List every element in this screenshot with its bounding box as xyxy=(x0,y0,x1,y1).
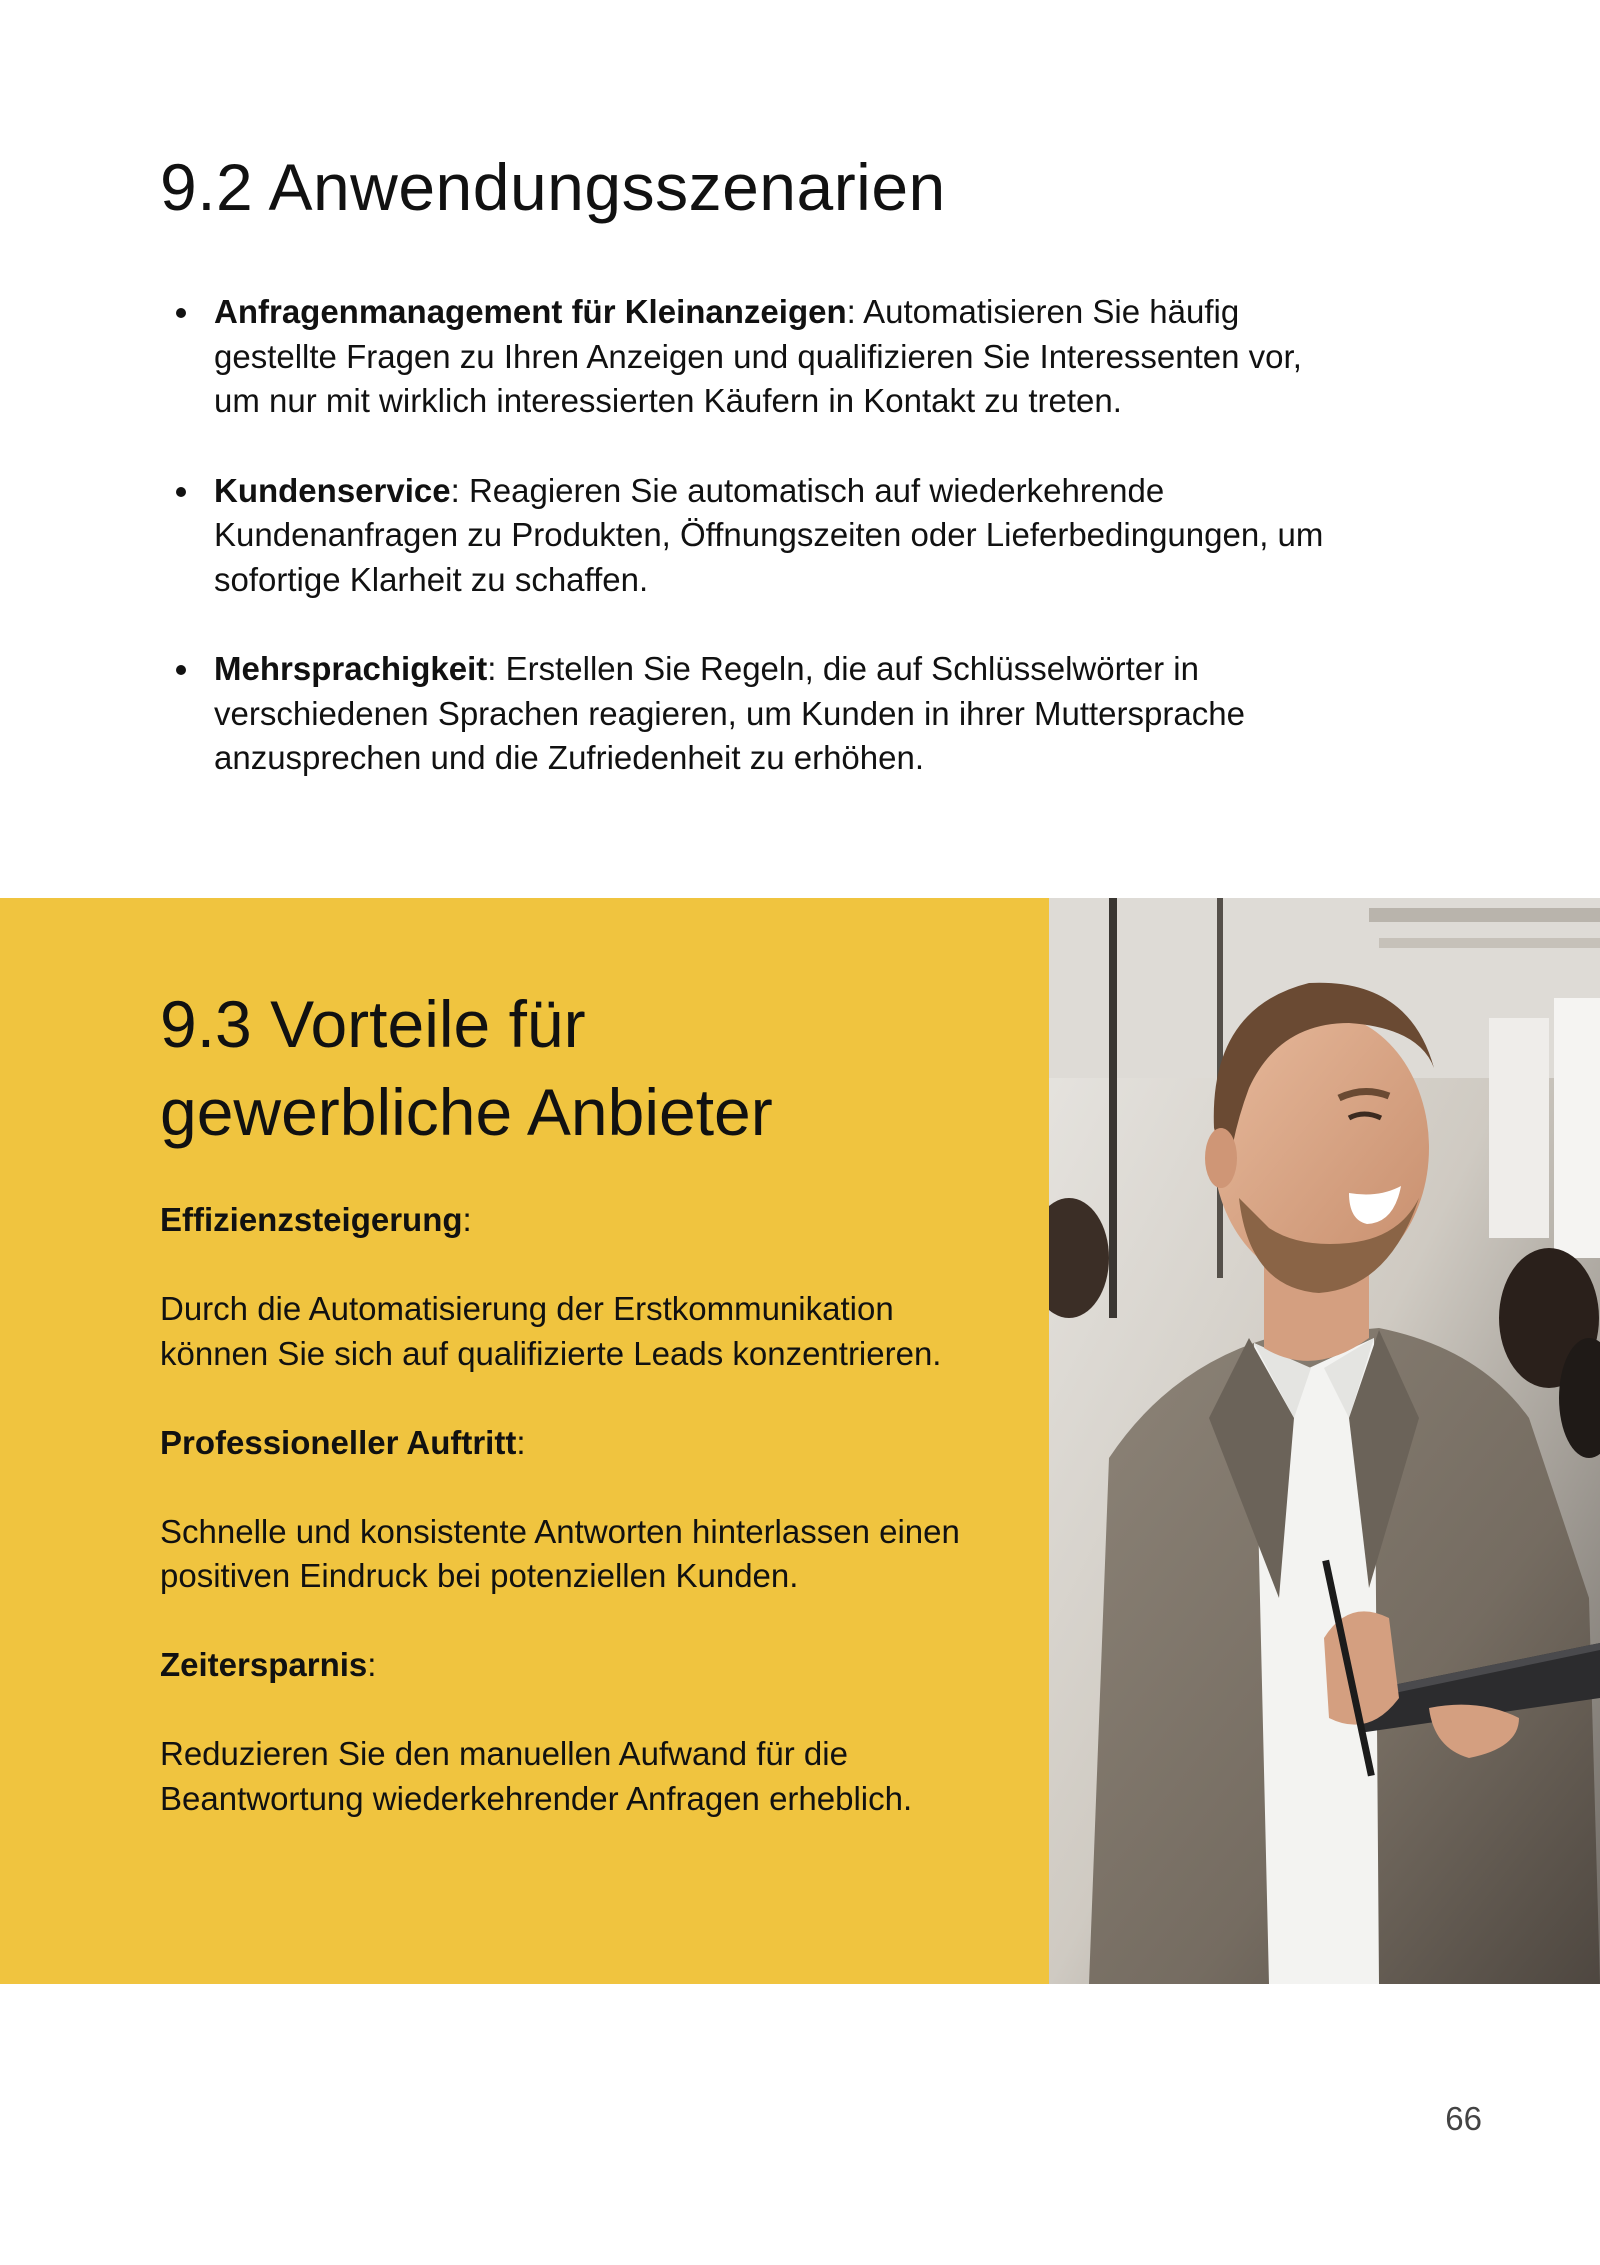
item-text: Erstellen Sie Regeln, die auf Schlüsselwörter in verschiedenen Sprachen reagieren, um Kunden in ihrer Muttersprache anzusprechen und die Zufriedenheit zu erhöhen. xyxy=(214,650,1245,776)
advantage-colon: : xyxy=(462,1201,472,1238)
bullet-icon xyxy=(176,487,186,497)
advantage-label: Effizienzsteigerung xyxy=(160,1201,463,1238)
advantage-text: Schnelle und konsistente Antworten hinterlassen einen positiven Eindruck bei potenziellen Kunden. xyxy=(160,1512,960,1594)
item-text: Automatisieren Sie häufig gestellte Fragen zu Ihren Anzeigen und qualifizieren Sie Interessenten vor, um nur mit wirklich interessierten Käufern in Kontakt zu treten. xyxy=(214,293,1302,419)
section-heading: 9.2 Anwendungsszenarien xyxy=(160,150,946,224)
item-text: Reagieren Sie automatisch auf wiederkehrende Kundenanfragen zu Produkten, Öffnungszeiten oder Lieferbedingungen, um sofortige Klarheit zu schaffen. xyxy=(214,471,1324,598)
bullet-icon xyxy=(176,308,186,318)
advantage-heading xyxy=(160,1421,980,1466)
section-anwendungsszenarien xyxy=(160,150,1340,776)
advantage-text: Reduzieren Sie den manuellen Aufwand für die Beantwortung wiederkehrender Anfragen erheblich. xyxy=(160,1735,913,1817)
advantage-text: Durch die Automatisierung der Erstkommunikation können Sie sich auf qualifizierte Leads konzentrieren. xyxy=(160,1290,942,1372)
advantage-colon: : xyxy=(516,1423,526,1461)
businessman-illustration xyxy=(1049,898,1600,1984)
item-separator: : xyxy=(487,650,506,687)
item-separator: : xyxy=(846,293,864,330)
item-label: Mehrsprachigkeit xyxy=(214,650,488,687)
heading-line-1: 9.3 Vorteile für xyxy=(160,987,586,1061)
advantage-label: Zeitersparnis xyxy=(160,1646,368,1683)
advantage-label: Professioneller Auftritt xyxy=(160,1423,517,1461)
advantage-heading xyxy=(160,1198,980,1243)
section-vorteile-panel xyxy=(0,898,1049,1984)
item-label: Kundenservice xyxy=(214,471,451,509)
section-heading xyxy=(160,980,960,1156)
list-item xyxy=(176,290,1336,424)
advantage-heading xyxy=(160,1643,980,1688)
advantage-colon: : xyxy=(367,1646,377,1683)
list-item xyxy=(176,469,1336,603)
list-item xyxy=(176,647,1336,781)
heading-line-2: gewerbliche Anbieter xyxy=(160,1075,773,1149)
item-separator: : xyxy=(450,471,469,509)
businessman-photo xyxy=(1049,898,1600,1984)
scenario-list xyxy=(176,290,1336,826)
bullet-icon xyxy=(176,665,186,675)
page-number: 66 xyxy=(1445,2100,1482,2137)
item-label: Anfragenmanagement für Kleinanzeigen xyxy=(214,293,847,330)
advantages-list xyxy=(160,1198,980,1866)
